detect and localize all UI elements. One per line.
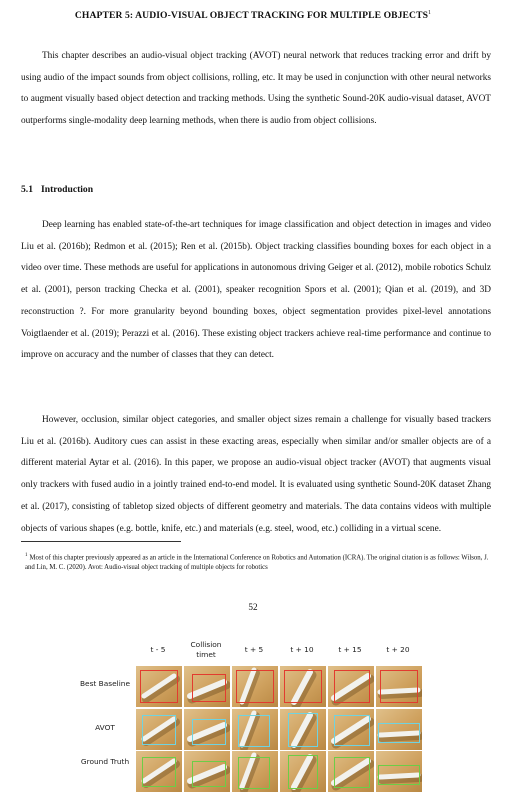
video-frame <box>328 666 374 707</box>
video-frame <box>136 709 182 750</box>
bounding-box <box>380 670 418 703</box>
video-frame <box>328 751 374 792</box>
bounding-box <box>378 765 420 785</box>
section-title: Introduction <box>41 184 94 195</box>
video-frame <box>328 709 374 750</box>
row-label: AVOT <box>95 723 115 732</box>
video-frame <box>232 709 278 750</box>
video-frame <box>184 709 230 750</box>
bounding-box <box>236 670 274 703</box>
bounding-box <box>378 723 420 743</box>
intro-paragraph-2: However, occlusion, similar object categories, and smaller object sizes remain a challenge for visually based trackers Liu et al. (2016b). Auditory cues can assist in these exacting areas, especially when similar and/or smaller objects are of a different material Aytar et al. (2016). In this paper, we propose an audio-visual object tracker (AVOT) that augments visual only trackers with fused audio in a jointly trained end-to-end model. It is evaluated using synthetic Sound-20K dataset Zhang et al. (2017), consisting of tabletop sized objects of different geometry and materials. The data contains videos with multiple objects of various shapes (e.g. bottle, knife, etc.) and materials (e.g. steel, wood, etc.) colliding in a virtual scene. <box>21 415 491 534</box>
video-frame <box>136 751 182 792</box>
abstract-paragraph: This chapter describes an audio-visual object tracking (AVOT) neural network that reduces tracking error and drift by using audio of the impact sounds from object collisions, rolling, etc. It may be used in conjunction with other neural networks to augment visually based object detection and tracking methods. Using the synthetic Sound-20K audio-visual dataset, AVOT outperforms single-modality deep learning methods, when there is audio from object collisions. <box>21 51 491 127</box>
column-header: t - 5 <box>150 645 166 654</box>
footnote-marker: 1 <box>25 553 28 558</box>
chapter-title <box>0 10 506 21</box>
bounding-box <box>238 715 270 747</box>
video-frame <box>280 709 326 750</box>
column-header: Collision timet <box>190 640 222 659</box>
video-frame <box>280 751 326 792</box>
video-frame <box>376 666 422 707</box>
column-header: t + 15 <box>338 645 362 654</box>
bounding-box <box>334 757 370 788</box>
section-number: 5.1 <box>21 184 33 195</box>
bounding-box <box>192 674 226 702</box>
video-frame <box>232 666 278 707</box>
page-number: 52 <box>248 602 258 612</box>
bounding-box <box>142 757 176 787</box>
chapter-title-text: CHAPTER 5: AUDIO-VISUAL OBJECT TRACKING FOR MULTIPLE OBJECTS <box>74 10 428 22</box>
video-frame <box>376 709 422 750</box>
footnote-text: Most of this chapter previously appeared as an article in the International Conference on Robotics and Automation (ICRA). The original citation is as follows: Wilson, J. and Lin, M. C. (2020). Avot: Audio-visual object tracking of multiple objects for robotics <box>25 554 489 572</box>
footnote <box>25 551 491 573</box>
column-header: t + 10 <box>290 645 314 654</box>
video-frame <box>232 751 278 792</box>
column-header: t + 20 <box>386 645 410 654</box>
row-label: Best Baseline <box>79 679 131 688</box>
video-frame <box>376 751 422 792</box>
video-frame <box>136 666 182 707</box>
video-frame <box>280 666 326 707</box>
bounding-box <box>140 670 178 703</box>
video-frame <box>184 666 230 707</box>
footnote-divider <box>21 541 181 542</box>
video-frame <box>184 751 230 792</box>
bounding-box <box>334 670 370 703</box>
bounding-box <box>288 755 318 789</box>
bounding-box <box>334 715 370 746</box>
bounding-box <box>142 715 176 745</box>
bounding-box <box>192 761 226 787</box>
intro-paragraph-1: Deep learning has enabled state-of-the-art techniques for image classification and object detection in images and video Liu et al. (2016b); Redmon et al. (2015); Ren et al. (2015b). Object tracking classifies bounding boxes for each object in a video over time. These methods are useful for applications in autonomous driving Geiger et al. (2012), mobile robotics Schulz et al. (2001), person tracking Checka et al. (2001), speaker recognition Spors et al. (2001); Qian et al. (2019), and 3D reconstruction ?. For more granularity beyond bounding boxes, object segmentation provides pixel-level annotations Voigtlaender et al. (2019); Perazzi et al. (2016). These existing object trackers achieve real-time performance and continue to improve on accuracy and the number of classes that they can detect. <box>21 220 491 361</box>
footnote-reference: 1 <box>428 10 432 16</box>
section-heading <box>21 184 93 195</box>
bounding-box <box>284 670 322 703</box>
bounding-box <box>192 719 226 745</box>
bounding-box <box>238 757 270 789</box>
bounding-box <box>288 713 318 747</box>
column-header: t + 5 <box>244 645 264 654</box>
row-label: Ground Truth <box>80 757 130 766</box>
